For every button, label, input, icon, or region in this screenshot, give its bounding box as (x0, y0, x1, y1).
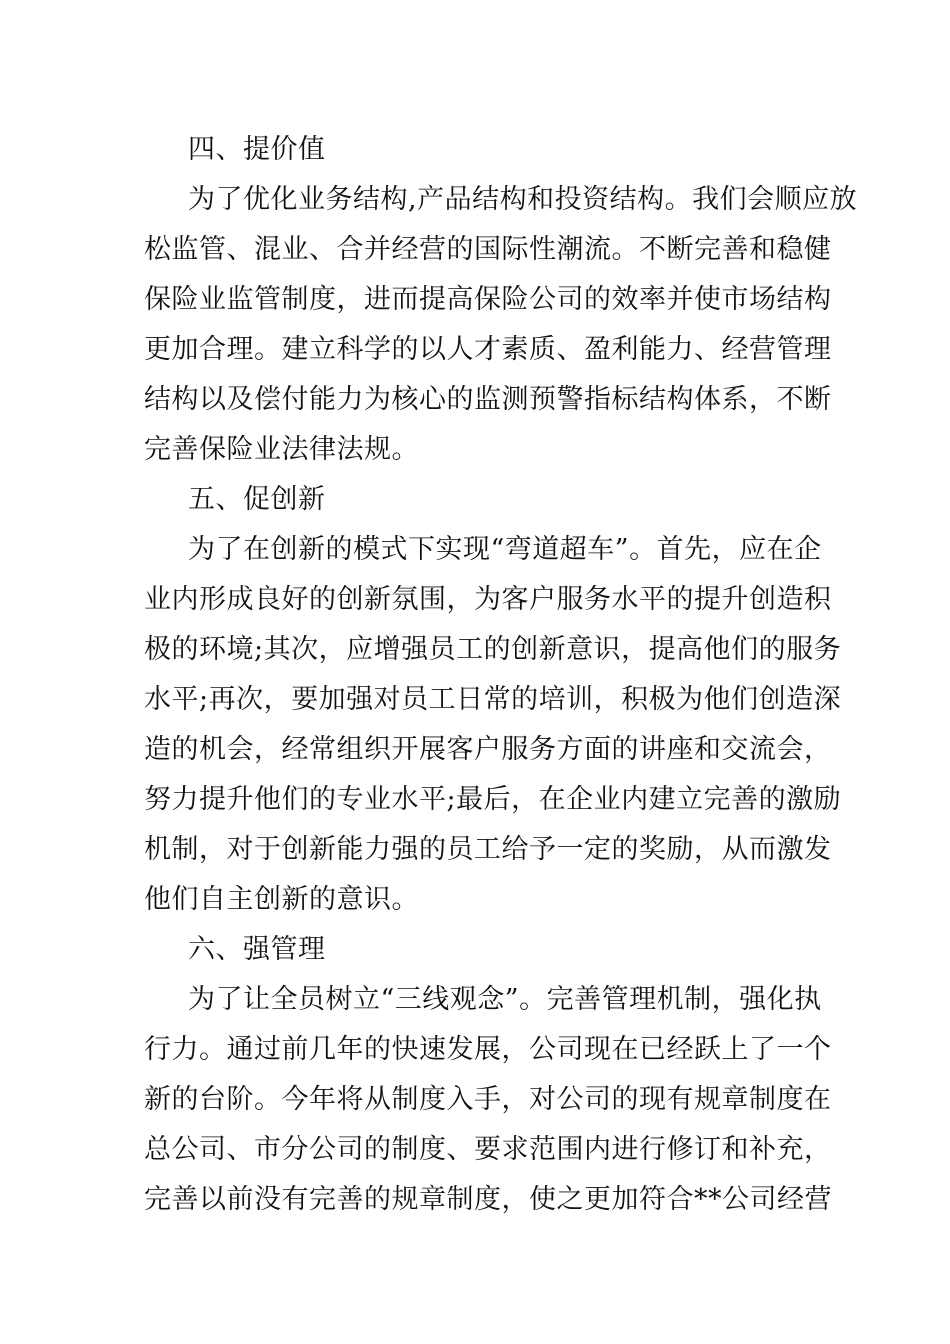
paragraph-line: 机制，对于创新能力强的员工给予一定的奖励，从而激发 (144, 834, 832, 865)
paragraph-line: 水平;再次，要加强对员工日常的培训，积极为他们创造深 (144, 684, 842, 715)
paragraph-line: 造的机会，经常组织开展客户服务方面的讲座和交流会， (144, 734, 832, 765)
paragraph-line: 为了在创新的模式下实现“弯道超车”。首先，应在企 (188, 534, 822, 565)
paragraph-line: 总公司、市分公司的制度、要求范围内进行修订和补充， (144, 1134, 832, 1165)
paragraph-line: 行力。通过前几年的快速发展，公司现在已经跃上了一个 (144, 1034, 832, 1065)
paragraph-line: 为了优化业务结构,产品结构和投资结构。我们会顺应放 (188, 184, 858, 215)
paragraph-line: 结构以及偿付能力为核心的监测预警指标结构体系，不断 (144, 384, 832, 415)
section-heading: 四、提价值 (188, 134, 326, 165)
paragraph-line: 努力提升他们的专业水平;最后，在企业内建立完善的激励 (144, 784, 842, 815)
paragraph-line: 极的环境;其次，应增强员工的创新意识，提高他们的服务 (144, 634, 842, 665)
section-heading: 六、强管理 (188, 934, 326, 965)
paragraph-line: 完善以前没有完善的规章制度，使之更加符合**公司经营 (144, 1184, 832, 1215)
paragraph-line: 完善保险业法律法规。 (144, 434, 419, 465)
paragraph-line: 更加合理。建立科学的以人才素质、盈利能力、经营管理 (144, 334, 832, 365)
paragraph-line: 为了让全员树立“三线观念”。完善管理机制，强化执 (188, 984, 822, 1015)
paragraph-line: 业内形成良好的创新氛围，为客户服务水平的提升创造积 (144, 584, 832, 615)
paragraph-line: 松监管、混业、合并经营的国际性潮流。不断完善和稳健 (144, 234, 832, 265)
section-heading: 五、促创新 (188, 484, 326, 515)
paragraph-line: 保险业监管制度，进而提高保险公司的效率并使市场结构 (144, 284, 832, 315)
paragraph-line: 他们自主创新的意识。 (144, 884, 419, 915)
paragraph-line: 新的台阶。今年将从制度入手，对公司的现有规章制度在 (144, 1084, 832, 1115)
